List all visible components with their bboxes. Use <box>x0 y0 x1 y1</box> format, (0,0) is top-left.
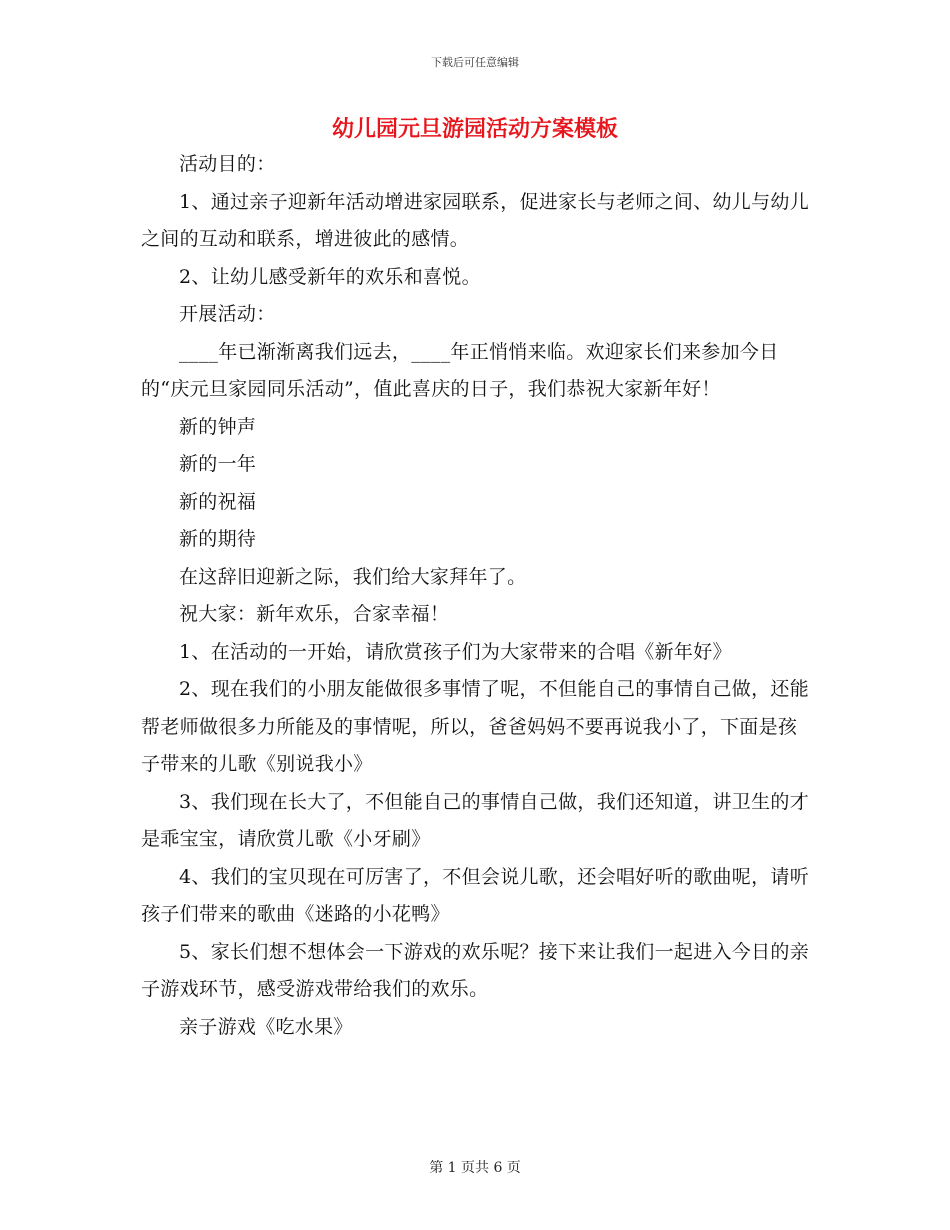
header-note: 下载后可任意编辑 <box>431 56 519 69</box>
paragraph: ____年已渐渐离我们远去，____年正悄悄来临。欢迎家长们来参加今日的“庆元旦家园同乐活动”，值此喜庆的日子，我们恭祝大家新年好！ <box>141 340 779 400</box>
paragraph: 3、我们现在长大了，不但能自己的事情自己做，我们还知道，讲卫生的才是乖宝宝，请欣赏儿歌《小牙刷》 <box>141 790 809 850</box>
document-body <box>141 146 809 1046</box>
paragraph: 在这辞旧迎新之际，我们给大家拜年了。 <box>179 565 527 588</box>
document-title: 幼儿园元旦游园活动方案模板 <box>331 117 618 142</box>
paragraph: 2、现在我们的小朋友能做很多事情了呢，不但能自己的事情自己做，还能帮老师做很多力所能及的事情呢，所以，爸爸妈妈不要再说我小了，下面是孩子带来的儿歌《别说我小》 <box>141 678 809 775</box>
paragraph: 活动目的： <box>179 153 276 175</box>
paragraph: 新的期待 <box>179 528 257 550</box>
paragraph: 开展活动： <box>179 303 276 325</box>
paragraph: 1、通过亲子迎新年活动增进家园联系，促进家长与老师之间、幼儿与幼儿之间的互动和联系，增进彼此的感情。 <box>141 190 809 250</box>
paragraph: 2、让幼儿感受新年的欢乐和喜悦。 <box>179 265 481 288</box>
paragraph: 祝大家：新年欢乐，合家幸福！ <box>179 603 450 625</box>
paragraph: 5、家长们想不想体会一下游戏的欢乐呢？接下来让我们一起进入今日的亲子游戏环节，感受游戏带给我们的欢乐。 <box>141 940 809 1000</box>
page-number: 第 1 页共 6 页 <box>429 1160 521 1176</box>
paragraph: 新的一年 <box>179 453 257 475</box>
paragraph: 4、我们的宝贝现在可厉害了，不但会说儿歌，还会唱好听的歌曲呢，请听孩子们带来的歌曲《迷路的小花鸭》 <box>141 865 809 925</box>
paragraph: 亲子游戏《吃水果》 <box>179 1015 353 1038</box>
paragraph: 新的祝福 <box>179 490 257 513</box>
paragraph: 1、在活动的一开始，请欣赏孩子们为大家带来的合唱《新年好》 <box>179 640 732 663</box>
paragraph: 新的钟声 <box>179 415 257 438</box>
